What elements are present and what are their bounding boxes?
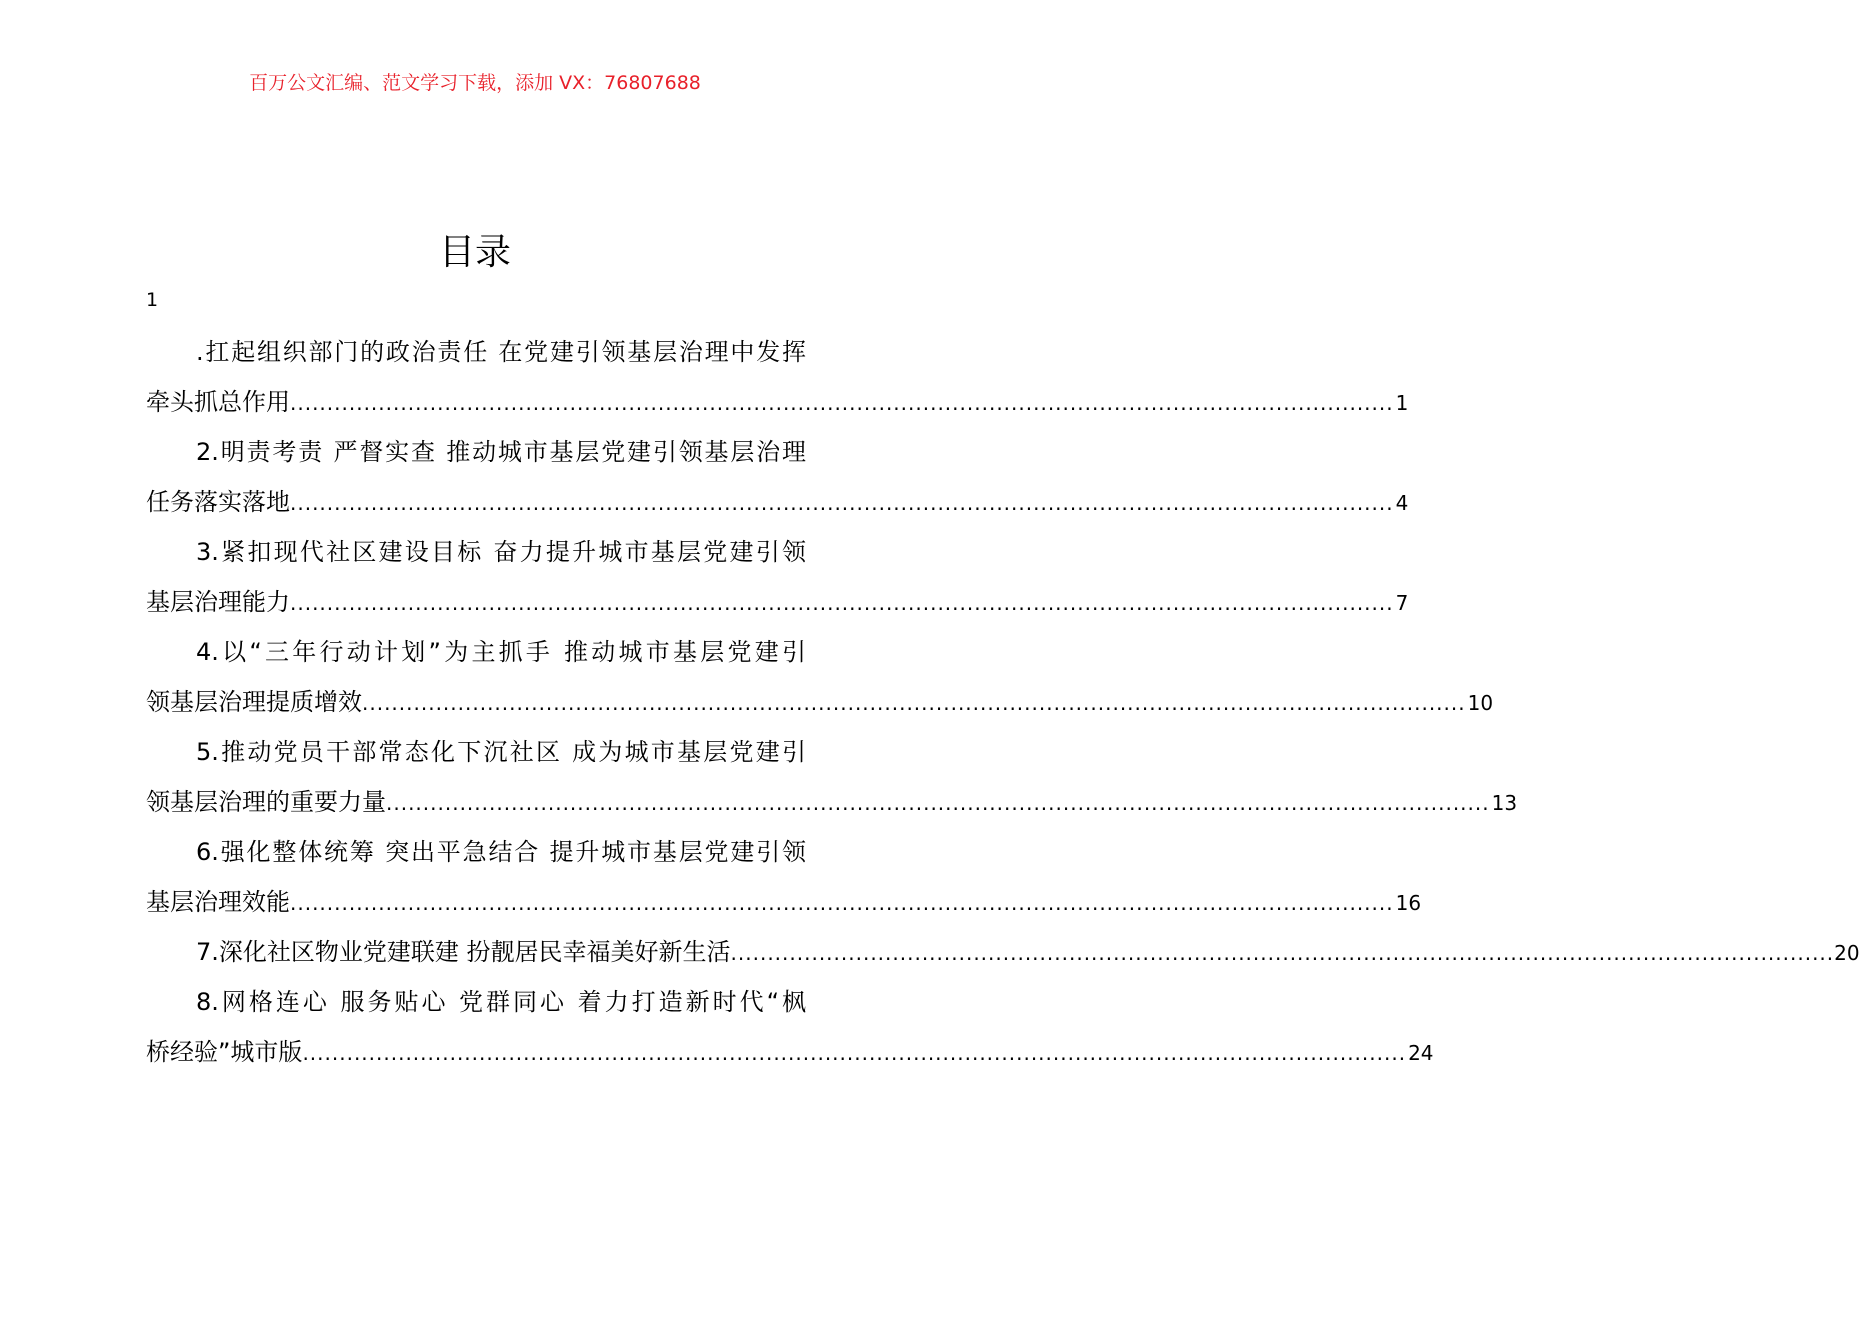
header-banner: 百万公文汇编、范文学习下载，添加 VX：76807688 [249,72,701,94]
toc-entry-3[interactable] [146,527,1409,627]
toc-entry-title-cont [146,377,1409,427]
toc-page-number: 7 [1395,591,1409,615]
toc-entry-title-end: 基层治理能力 [146,588,290,616]
toc-entry-title-cont [146,477,1409,527]
toc-entry-1[interactable] [146,327,1409,427]
dot-leader: ...................................................................................................................................................... [386,791,1490,815]
toc-entry-title: 6.强化整体统筹 突出平急结合 提升城市基层党建引领 [196,838,806,866]
toc-entry-title-end: 桥经验”城市版 [146,1038,303,1066]
lead-number: 1 [146,289,159,311]
toc-entry-title-cont [146,1027,1434,1077]
table-of-contents [146,327,1860,1077]
toc-page-number: 20 [1834,941,1860,965]
toc-entry-title-text: 7.深化社区物业党建联建 扮靓居民幸福美好新生活 [196,938,731,966]
dot-leader: ...................................................................................................................................................... [290,591,1394,615]
toc-entry-2[interactable] [146,427,1409,527]
toc-page-number: 24 [1408,1041,1434,1065]
toc-page-number: 4 [1395,491,1409,515]
toc-entry-title-end: 领基层治理提质增效 [146,688,362,716]
toc-page-number: 1 [1395,391,1409,415]
toc-entry-title: 2.明责考责 严督实查 推动城市基层党建引领基层治理 [196,438,806,466]
dot-leader: ...................................................................................................................................................... [302,1041,1407,1065]
toc-entry-4[interactable] [146,627,1494,727]
toc-entry-5[interactable] [146,727,1518,827]
dot-leader: ...................................................................................................................................................... [290,891,1394,915]
toc-entry-title [146,927,1860,977]
toc-entry-title-cont [146,877,1422,927]
toc-entry-title-end: 牵头抓总作用 [146,388,290,416]
toc-entry-title: 3.紧扣现代社区建设目标 奋力提升城市基层党建引领 [196,538,806,566]
toc-entry-8[interactable] [146,977,1434,1077]
toc-entry-title-end: 基层治理效能 [146,888,290,916]
dot-leader: ...................................................................................................................................................... [362,691,1466,715]
dot-leader: ...................................................................................................................................................... [290,491,1394,515]
toc-entry-6[interactable] [146,827,1422,927]
toc-page-number: 10 [1467,691,1494,715]
toc-entry-title: 4.以“三年行动计划”为主抓手 推动城市基层党建引 [196,638,806,666]
toc-entry-7[interactable] [146,927,1860,977]
toc-entry-title: 8.网格连心 服务贴心 党群同心 着力打造新时代“枫 [196,988,806,1016]
toc-page-number: 16 [1395,891,1422,915]
toc-entry-title-cont [146,777,1518,827]
toc-entry-title-cont [146,577,1409,627]
toc-entry-title: .扛起组织部门的政治责任 在党建引领基层治理中发挥 [196,338,806,366]
toc-entry-title: 5.推动党员干部常态化下沉社区 成为城市基层党建引 [196,738,806,766]
page-title: 目录 [438,232,511,273]
dot-leader: ...................................................................................................................................................... [290,391,1394,415]
toc-entry-title-end: 领基层治理的重要力量 [146,788,386,816]
toc-page-number: 13 [1491,791,1518,815]
toc-entry-title-end: 任务落实落地 [146,488,290,516]
dot-leader: ...................................................................................................................................................... [730,941,1835,965]
toc-entry-title-cont [146,677,1494,727]
